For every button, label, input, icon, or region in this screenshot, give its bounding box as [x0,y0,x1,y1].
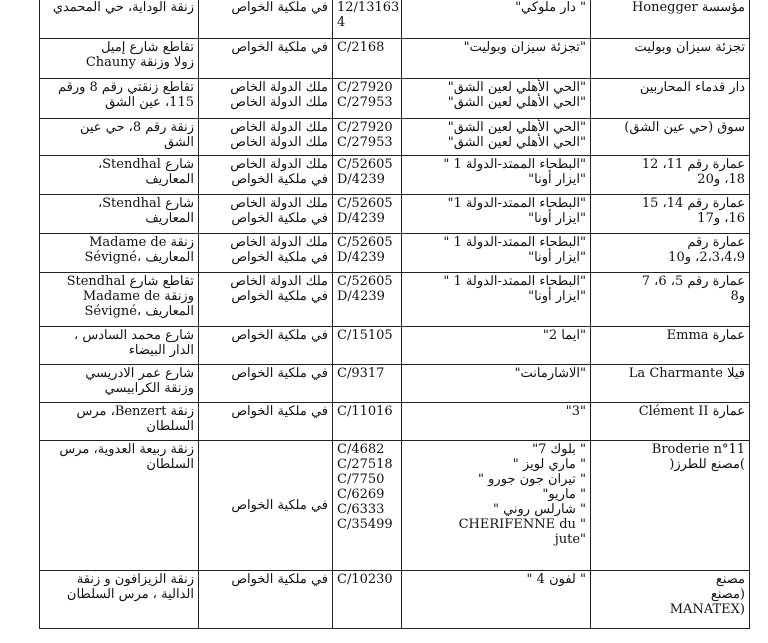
cell-land-title-name: " بلوك 7" " ماري لويز " " تيران جون جورو " " ماريو" " شارلس روني " CHERIFENNE du " jute" [402,441,591,571]
cell-location: زنقة Madame de Sévigné، المعاريف [40,234,199,273]
table-row [40,0,750,39]
cell-land-title-number: C/27920 C/27953 [333,119,402,156]
cell-land-title-name: "الحي الأهلي لعين الشق" "الحي الأهلي لعين الشق" [402,79,591,119]
cell-land-title-number: C/10230 [333,571,402,629]
cell-location: شارع محمد السادس ، الدار البيضاء [40,327,199,365]
cell-ownership: في ملكية الخواص [199,365,333,403]
cell-monument-name: دار قدماء المحاربين [591,79,750,119]
cell-monument-name: عمارة رقم 11، 12 18، و20 [591,156,750,195]
table-row [40,119,750,156]
table-row [40,327,750,365]
cell-land-title-name: " لفون 4 " [402,571,591,629]
cell-monument-name: فيلا La Charmante [591,365,750,403]
cell-ownership: في ملكية الخواص [199,571,333,629]
cell-land-title-number: C/2168 [333,39,402,79]
table-row [40,79,750,119]
cell-land-title-name: "3" [402,403,591,441]
cell-land-title-name: "الحي الأهلي لعين الشق" "الحي الأهلي لعين الشق" [402,119,591,156]
cell-location: زنقة ربيعة العدوية، مرس السلطان [40,441,199,571]
cell-monument-name: تجزئة سيزان وبوليت [591,39,750,79]
cell-ownership: ملك الدولة الخاص ملك الدولة الخاص [199,79,333,119]
table-row [40,403,750,441]
cell-location: تقاطع شارع Stendhal وزنقة Madame de Sévigné، المعاريف [40,273,199,327]
cell-land-title-number: C/52605 D/4239 [333,234,402,273]
cell-land-title-number: C/27920 C/27953 [333,79,402,119]
cell-monument-name: مصنع (مصنع MANATEX) [591,571,750,629]
cell-ownership: ملك الدولة الخاص في ملكية الخواص [199,195,333,234]
cell-location: شارع Stendhal، المعاريف [40,156,199,195]
table-row [40,571,750,629]
document-table [39,0,750,629]
cell-location: شارع Stendhal، المعاريف [40,195,199,234]
cell-location: زنقة Benzert، مرس السلطان [40,403,199,441]
cell-monument-name: عمارة رقم 5، 6، 7 و8 [591,273,750,327]
cell-ownership: في ملكية الخواص [199,39,333,79]
cell-monument-name: عمارة Emma [591,327,750,365]
table-row [40,195,750,234]
cell-land-title-name: "البطحاء الممتد-الدولة 1 " "ايزار أونا" [402,156,591,195]
cell-ownership: في ملكية الخواص [199,327,333,365]
table-row [40,39,750,79]
cell-monument-name: عمارة Clément II [591,403,750,441]
cell-land-title-name: "الاشارمانت" [402,365,591,403]
table-row [40,156,750,195]
cell-monument-name: عمارة رقم 14، 15 16، و17 [591,195,750,234]
cell-monument-name: Broderie n°11 (مصنع للطرز) [591,441,750,571]
cell-land-title-name: "البطحاء الممتد-الدولة 1 " "ايزار أونا" [402,273,591,327]
cell-land-title-number: C/52605 D/4239 [333,195,402,234]
cell-land-title-number: C/15105 [333,327,402,365]
cell-monument-name: سوق (حي عين الشق) [591,119,750,156]
cell-land-title-name: " دار ملوكي" [402,0,591,39]
cell-location: تقاطع شارع إميل زولا وزنقة Chauny [40,39,199,79]
cell-land-title-name: "تجزئة سيزان وبوليت" [402,39,591,79]
cell-monument-name: عمارة رقم 2،3،4،9، و10 [591,234,750,273]
cell-land-title-number: C/52605 D/4239 [333,156,402,195]
cell-land-title-name: "البطحاء الممتد-الدولة 1" "ايزار أونا" [402,195,591,234]
cell-location: تقاطع زنقتي رقم 8 ورقم 115، عين الشق [40,79,199,119]
table-row [40,234,750,273]
cell-monument-name: مؤسسة Honegger [591,0,750,39]
cell-ownership: في ملكية الخواص [199,403,333,441]
cell-location: شارع عمر الادريسي وزنقة الكرابيسي [40,365,199,403]
cell-land-title-number: 12/13163 4 [333,0,402,39]
table-row [40,273,750,327]
cell-land-title-number: C/52605 D/4239 [333,273,402,327]
cell-land-title-number: C/11016 [333,403,402,441]
cell-land-title-name: "البطحاء الممتد-الدولة 1 " "ايزار أونا" [402,234,591,273]
cell-ownership: في ملكية الخواص [199,0,333,39]
table-row [40,365,750,403]
table-row [40,441,750,571]
cell-location: زنقة الوداية، حي المحمدي [40,0,199,39]
cell-ownership: في ملكية الخواص [199,441,333,571]
cell-ownership: ملك الدولة الخاص ملك الدولة الخاص [199,119,333,156]
cell-land-title-number: C/4682 C/27518 C/7750 C/6269 C/6333 C/35499 [333,441,402,571]
cell-ownership: ملك الدولة الخاص في ملكية الخواص [199,273,333,327]
cell-location: زنقة الزيزافون و زنقة الدالية ، مرس السلطان [40,571,199,629]
cell-land-title-number: C/9317 [333,365,402,403]
table-body [40,0,750,629]
cell-location: زنقة رقم 8، حي عين الشق [40,119,199,156]
cell-ownership: ملك الدولة الخاص في ملكية الخواص [199,234,333,273]
cell-land-title-name: "ايما 2" [402,327,591,365]
cell-ownership: ملك الدولة الخاص في ملكية الخواص [199,156,333,195]
